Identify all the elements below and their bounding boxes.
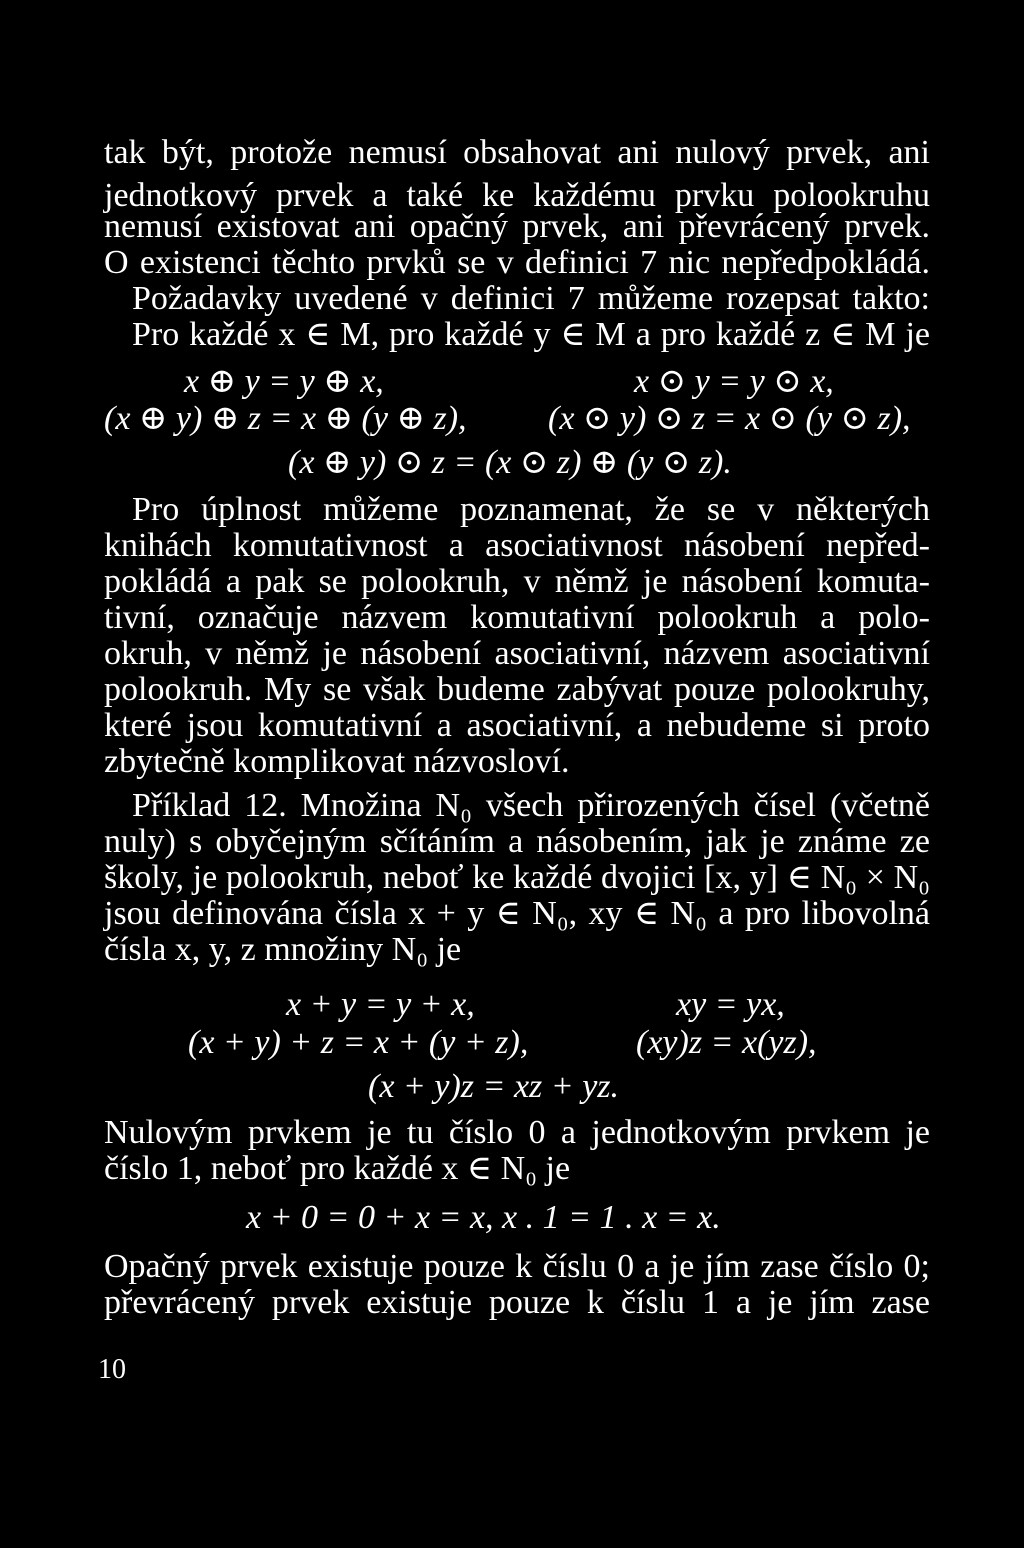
equation-associative-addition: (x + y) + z = x + (y + z),	[188, 1024, 529, 1061]
paragraph-line: knihách komutativnost a asociativnost násobení nepřed-	[104, 527, 930, 564]
paragraph-line: jednotkový prvek a také ke každému prvku polookruhu	[104, 177, 930, 214]
example-line: čísla x, y, z množiny N₀ je	[104, 931, 462, 968]
example-line: jsou definována čísla x + y ∈ N₀, xy ∈ N₀ a pro libovolná	[104, 895, 930, 932]
equation-distributive: (x ⊕ y) ⊙ z = (x ⊙ z) ⊕ (y ⊙ z).	[288, 444, 732, 481]
equation-associative-addition: (x ⊕ y) ⊕ z = x ⊕ (y ⊕ z),	[104, 400, 467, 437]
equation-commutative-multiplication: x ⊙ y = y ⊙ x,	[634, 363, 834, 400]
equation-commutative-addition: x ⊕ y = y ⊕ x,	[184, 363, 384, 400]
paragraph-line: číslo 1, neboť pro každé x ∈ N₀ je	[104, 1150, 571, 1187]
paragraph-line: Pro úplnost můžeme poznamenat, že se v některých	[132, 491, 930, 528]
paragraph-line: tivní, označuje názvem komutativní polookruh a polo-	[104, 599, 930, 636]
example-line: školy, je polookruh, neboť ke každé dvojici [x, y] ∈ N₀ × N₀	[104, 859, 930, 896]
example-line: Příklad 12. Množina N₀ všech přirozených čísel (včetně	[132, 787, 930, 824]
example-line: nuly) s obyčejným sčítáním a násobením, jak je známe ze	[104, 823, 930, 860]
paragraph-line: Požadavky uvedené v definici 7 můžeme rozepsat takto:	[132, 280, 930, 317]
page-number: 10	[98, 1354, 126, 1385]
paragraph-line: Opačný prvek existuje pouze k číslu 0 a je jím zase číslo 0;	[104, 1248, 930, 1285]
equation-distributive: (x + y)z = xz + yz.	[368, 1068, 620, 1105]
paragraph-line: polookruh. My se však budeme zabývat pouze polookruhy,	[104, 671, 930, 708]
paragraph-line: zbytečně komplikovat názvosloví.	[104, 743, 570, 780]
paragraph-line: Pro každé x ∈ M, pro každé y ∈ M a pro každé z ∈ M je	[132, 316, 930, 353]
equation-commutative-multiplication: xy = yx,	[676, 986, 785, 1023]
paragraph-line: nemusí existovat ani opačný prvek, ani převrácený prvek.	[104, 208, 930, 245]
paragraph-line: převrácený prvek existuje pouze k číslu 1 a je jím zase	[104, 1284, 930, 1321]
equation-associative-multiplication: (x ⊙ y) ⊙ z = x ⊙ (y ⊙ z),	[548, 400, 911, 437]
paragraph-line: tak být, protože nemusí obsahovat ani nulový prvek, ani	[104, 134, 930, 171]
paragraph-line: okruh, v němž je násobení asociativní, názvem asociativní	[104, 635, 930, 672]
equation-associative-multiplication: (xy)z = x(yz),	[636, 1024, 817, 1061]
paragraph-line: které jsou komutativní a asociativní, a nebudeme si proto	[104, 707, 930, 744]
paragraph-line: O existenci těchto prvků se v definici 7 nic nepředpokládá.	[104, 244, 930, 281]
equation-commutative-addition: x + y = y + x,	[286, 986, 475, 1023]
paragraph-line: Nulovým prvkem je tu číslo 0 a jednotkovým prvkem je	[104, 1114, 930, 1151]
equation-identity-elements: x + 0 = 0 + x = x, x . 1 = 1 . x = x.	[246, 1199, 721, 1236]
paragraph-line: pokládá a pak se polookruh, v němž je násobení komuta-	[104, 563, 930, 600]
